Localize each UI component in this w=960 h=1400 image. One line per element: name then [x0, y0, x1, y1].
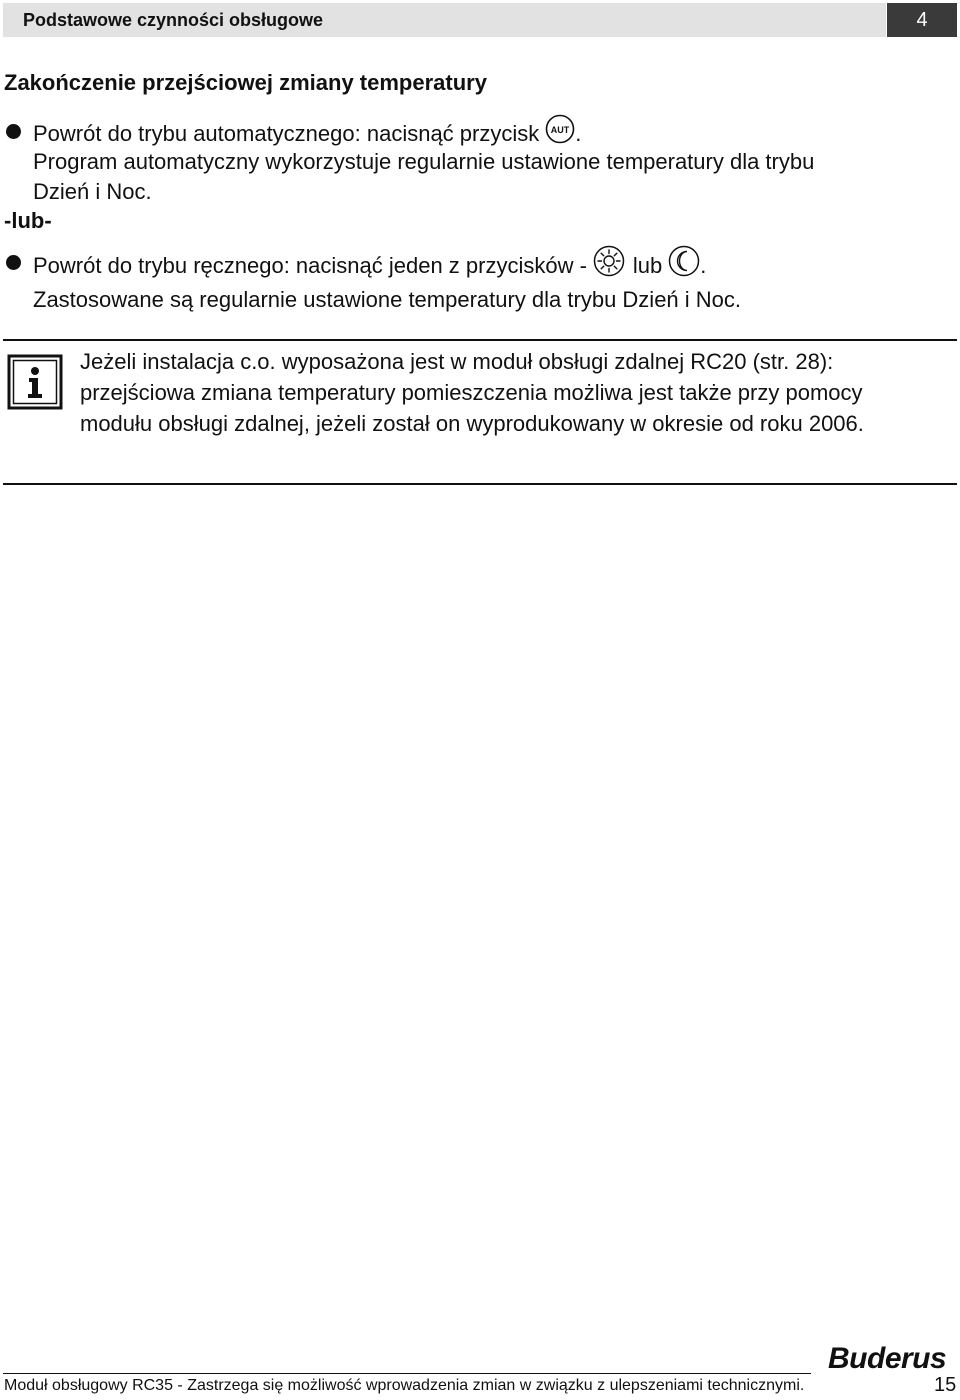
bullet-auto	[6, 124, 21, 139]
header-bar	[3, 3, 886, 37]
manual-return-or: lub	[632, 252, 663, 278]
auto-return-line3: Dzień i Noc.	[33, 179, 152, 204]
moon-icon	[668, 245, 700, 285]
footer-rule	[3, 1373, 811, 1374]
bullet-manual	[6, 255, 21, 270]
auto-return-line1-end: .	[575, 120, 582, 146]
section-title: Zakończenie przejściowej zmiany temperatury	[4, 70, 487, 95]
page-number: 15	[934, 1374, 957, 1396]
header-title: Podstawowe czynności obsługowe	[23, 10, 324, 30]
manual-return-text: Powrót do trybu ręcznego: nacisnąć jeden z przycisków -	[33, 252, 587, 278]
info-icon	[7, 354, 63, 415]
manual-return-line1	[33, 247, 706, 287]
manual-return-line1-end: .	[700, 252, 707, 278]
buderus-logo: Buderus	[828, 1342, 947, 1375]
note-top-rule	[3, 339, 957, 341]
auto-return-line2: Program automatyczny wykorzystuje regularnie ustawione temperatury dla trybu	[33, 149, 815, 174]
separator-or: -lub-	[4, 208, 52, 233]
note-bottom-rule	[3, 483, 957, 485]
manual-return-line2: Zastosowane są regularnie ustawione temperatury dla trybu Dzień i Noc.	[33, 287, 742, 312]
aut-key-label: AUT	[551, 125, 570, 135]
auto-return-text: Powrót do trybu automatycznego: nacisnąć przycisk	[33, 120, 540, 146]
info-note-text: Jeżeli instalacja c.o. wyposażona jest w moduł obsługi zdalnej RC20 (str. 28): przejściowa zmiana temperatury pomieszczenia możliwa jest także przy pomocy modułu obsługi zdalnej, jeżeli został on wyprodukowany w okresie od roku 2006.	[80, 349, 864, 436]
chapter-number: 4	[887, 3, 957, 37]
sun-icon	[593, 245, 625, 285]
footer-text: Moduł obsługowy RC35 - Zastrzega się możliwość wprowadzenia zmian w związku z ulepszeniami technicznymi.	[4, 1377, 805, 1394]
